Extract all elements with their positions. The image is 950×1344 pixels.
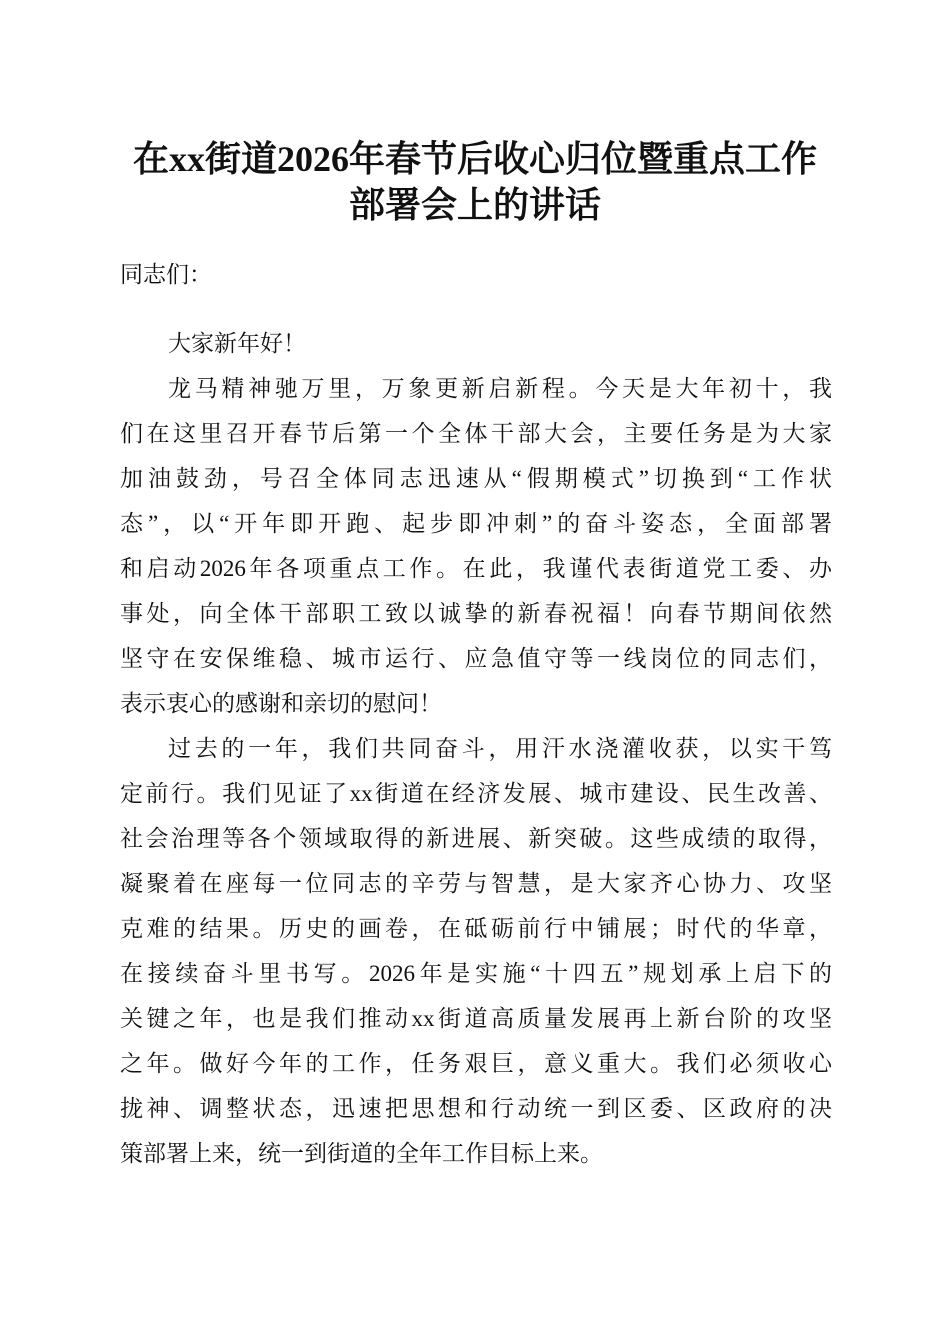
- paragraph-line: 策部署上来，统一到街道的全年工作目标上来。: [120, 1141, 603, 1166]
- paragraph-line: 过去的一年，我们共同奋斗，用汗水浇灌收获，以实干笃: [168, 736, 832, 761]
- paragraph-line: 龙马精神驰万里，万象更新启新程。今天是大年初十，我: [168, 376, 832, 401]
- paragraph: [120, 366, 832, 726]
- paragraph-line: 之年。做好今年的工作，任务艰巨，意义重大。我们必须收心: [120, 1051, 832, 1076]
- title-line: 部署会上的讲话: [348, 185, 601, 225]
- paragraph-line: 事处，向全体干部职工致以诚挚的新春祝福！向春节期间依然: [120, 601, 832, 626]
- paragraph-line: 态”，以“开年即开跑、起步即冲刺”的奋斗姿态，全面部署: [120, 511, 832, 536]
- paragraph-line: 们在这里召开春节后第一个全体干部大会，主要任务是为大家: [120, 421, 832, 446]
- document-body: [120, 252, 832, 1176]
- paragraph-line: 社会治理等各个领域取得的新进展、新突破。这些成绩的取得，: [120, 826, 832, 851]
- paragraph-line: 克难的结果。历史的画卷，在砥砺前行中铺展；时代的华章，: [120, 916, 832, 941]
- paragraphs: [120, 366, 832, 1176]
- paragraph-line: 加油鼓劲，号召全体同志迅速从“假期模式”切换到“工作状: [120, 466, 832, 491]
- paragraph-line: 定前行。我们见证了xx街道在经济发展、城市建设、民生改善、: [120, 781, 832, 806]
- paragraph-line: 拢神、调整状态，迅速把思想和行动统一到区委、区政府的决: [120, 1096, 832, 1121]
- paragraph-line: 关键之年，也是我们推动xx街道高质量发展再上新台阶的攻坚: [120, 1006, 832, 1031]
- paragraph-line: 在接续奋斗里书写。2026年是实施“十四五”规划承上启下的: [120, 961, 832, 986]
- paragraph-line: 坚守在安保维稳、城市运行、应急值守等一线岗位的同志们，: [120, 646, 832, 671]
- salutation: 同志们：: [120, 262, 212, 287]
- paragraph: [120, 726, 832, 1176]
- paragraph-line: 和启动2026年各项重点工作。在此，我谨代表街道党工委、办: [120, 556, 832, 581]
- greeting: 大家新年好！: [168, 331, 306, 356]
- paragraph-line: 凝聚着在座每一位同志的辛劳与智慧，是大家齐心协力、攻坚: [120, 871, 832, 896]
- paragraph-line: 表示衷心的感谢和亲切的慰问！: [120, 691, 442, 716]
- document-title: [0, 136, 950, 228]
- title-line: 在xx街道2026年春节后收心归位暨重点工作: [132, 139, 817, 179]
